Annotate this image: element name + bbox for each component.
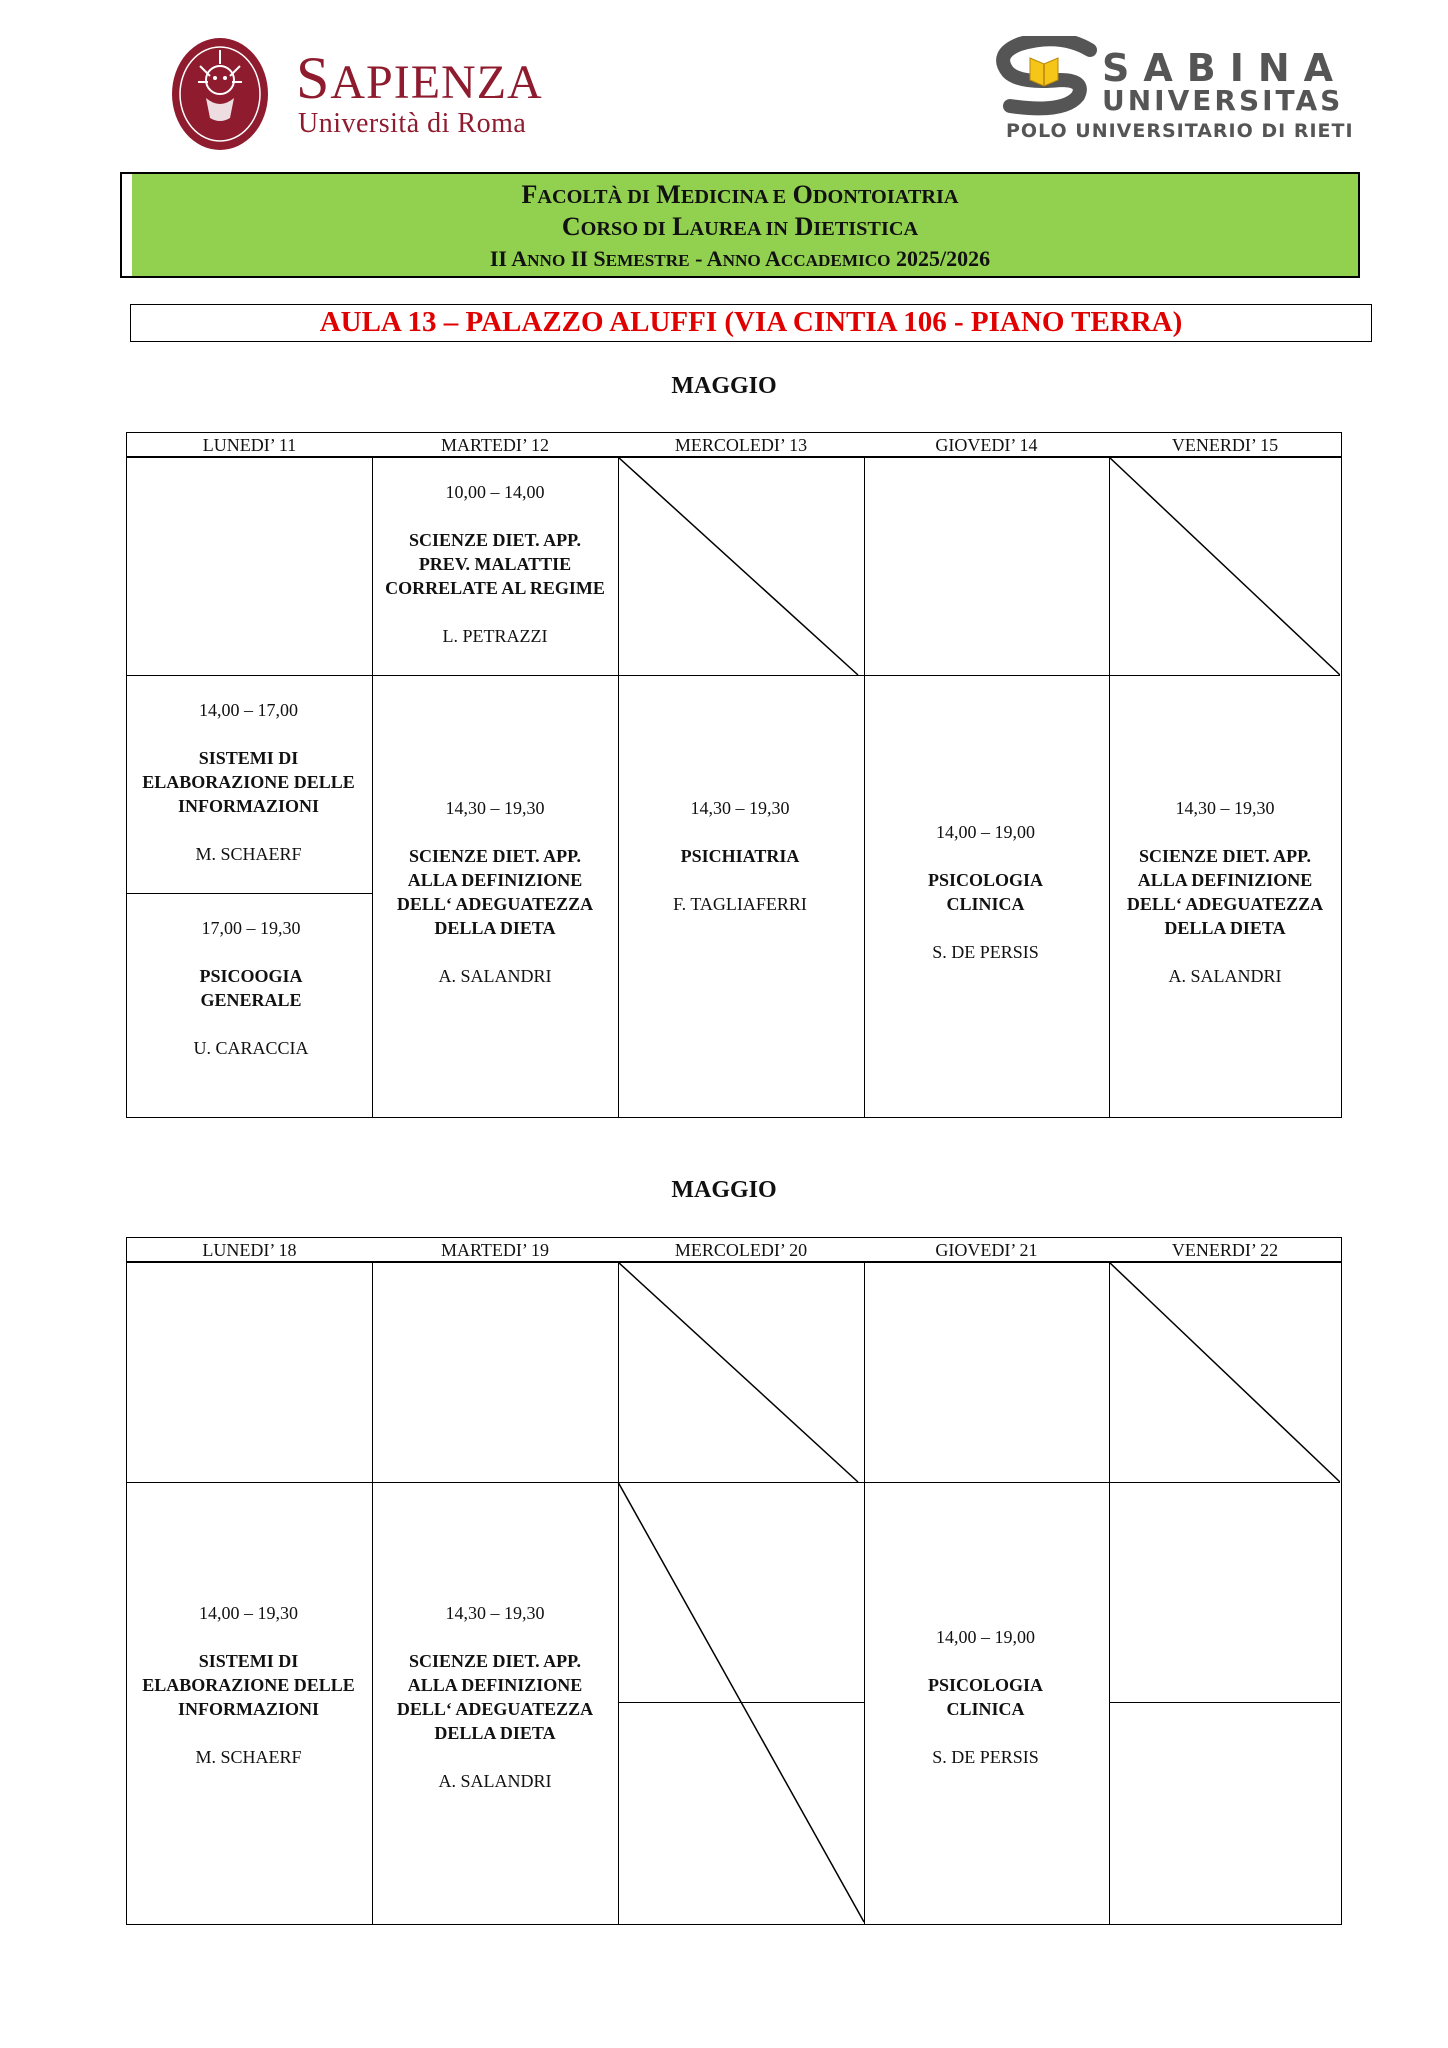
day-header: LUNEDI’ 11: [202, 435, 297, 455]
sapienza-seal-icon: [170, 36, 270, 152]
lesson-course: SCIENZE DIET. APP. ALLA DEFINIZIONE DELL‘ ADEGUATEZZA DELLA DIETA: [396, 1651, 594, 1743]
row-divider: [1109, 1702, 1340, 1703]
lesson-course: SCIENZE DIET. APP. PREV. MALATTIE CORRELATE AL REGIME: [385, 530, 605, 598]
lesson-cell: [863, 1625, 1108, 1769]
lesson-cell: [126, 1601, 371, 1769]
lesson-time: 14,00 – 19,00: [936, 1627, 1035, 1647]
room-label: AULA 13 – PALAZZO ALUFFI (VIA CINTIA 106 - PIANO TERRA): [130, 304, 1372, 342]
table-header-row: [126, 1237, 1342, 1263]
faculty-header: [120, 172, 1360, 278]
schedule-grid: [126, 1261, 1342, 1925]
lesson-professor: F. TAGLIAFERRI: [673, 894, 807, 914]
lesson-course: PSICOOGIA GENERALE: [199, 966, 303, 1010]
lesson-cell: [384, 480, 606, 648]
lesson-professor: M. SCHAERF: [195, 844, 302, 864]
course-title: CORSO DI LAUREA IN DIETISTICA: [561, 212, 919, 241]
lesson-course: SCIENZE DIET. APP. ALLA DEFINIZIONE DELL‘ ADEGUATEZZA DELLA DIETA: [396, 846, 594, 938]
lesson-cell: [166, 916, 336, 1060]
row-divider: [127, 1482, 1340, 1483]
sabina-subtitle: UNIVERSITAS: [1102, 84, 1344, 117]
day-header: VENERDI’ 22: [1171, 1240, 1279, 1260]
lesson-professor: A. SALANDRI: [438, 966, 552, 986]
lesson-cell: [863, 820, 1108, 964]
sabina-book-icon: [990, 36, 1100, 116]
slot-crossed-out: [618, 457, 858, 675]
lesson-cell: [384, 796, 606, 988]
day-header: MARTEDI’ 19: [440, 1240, 550, 1260]
lesson-time: 14,00 – 17,00: [199, 700, 298, 720]
lesson-time: 14,30 – 19,30: [690, 798, 790, 818]
sapienza-wordmark: SAPIENZA: [296, 45, 543, 111]
sabina-logo: [990, 36, 1354, 146]
day-header: LUNEDI’ 18: [202, 1240, 297, 1260]
lesson-professor: L. PETRAZZI: [442, 626, 548, 646]
slot-crossed-out: [618, 1262, 858, 1482]
slot-crossed-out: [1109, 1262, 1340, 1482]
row-divider: [127, 893, 372, 894]
month-title: MAGGIO: [671, 373, 777, 399]
week-table-1: [126, 432, 1342, 1118]
lesson-time: 14,30 – 19,30: [1175, 798, 1275, 818]
lesson-course: PSICOLOGIA CLINICA: [927, 870, 1044, 914]
month-title: MAGGIO: [671, 1177, 777, 1203]
sabina-tagline: POLO UNIVERSITARIO DI RIETI: [1006, 120, 1354, 142]
lesson-course: SCIENZE DIET. APP. ALLA DEFINIZIONE DELL‘ ADEGUATEZZA DELLA DIETA: [1126, 846, 1324, 938]
lesson-cell: [126, 698, 371, 866]
lesson-professor: A. SALANDRI: [1168, 966, 1282, 986]
lesson-professor: A. SALANDRI: [438, 1771, 552, 1791]
unavailable-marks: [127, 1262, 1340, 1924]
day-header: GIOVEDI’ 21: [935, 1240, 1038, 1260]
lesson-cell: [1120, 796, 1330, 988]
day-header: MARTEDI’ 12: [440, 435, 550, 455]
week-table-2: [126, 1237, 1342, 1925]
lesson-time: 14,30 – 19,30: [445, 798, 545, 818]
lesson-course: SISTEMI DI ELABORAZIONE DELLE INFORMAZIONI: [142, 748, 355, 816]
lesson-professor: S. DE PERSIS: [932, 1747, 1039, 1767]
lesson-time: 14,00 – 19,30: [199, 1603, 298, 1623]
lesson-time: 17,00 – 19,30: [201, 918, 301, 938]
day-header: MERCOLEDI’ 13: [674, 435, 808, 455]
lesson-cell: [617, 796, 863, 916]
lesson-professor: M. SCHAERF: [195, 1747, 302, 1767]
lesson-course: SISTEMI DI ELABORAZIONE DELLE INFORMAZIONI: [142, 1651, 355, 1719]
lesson-time: 14,00 – 19,00: [936, 822, 1035, 842]
slot-crossed-out: [1109, 457, 1340, 675]
lesson-professor: S. DE PERSIS: [932, 942, 1039, 962]
lesson-course: PSICHIATRIA: [680, 846, 800, 866]
day-header: MERCOLEDI’ 20: [674, 1240, 808, 1260]
lesson-professor: U. CARACCIA: [193, 1038, 309, 1058]
row-divider: [127, 675, 1340, 676]
sapienza-subtitle: Università di Roma: [298, 108, 527, 139]
sapienza-logo: [170, 36, 580, 154]
row-divider: [618, 1702, 864, 1703]
table-header-row: [126, 432, 1342, 458]
academic-year: II ANNO II SEMESTRE - ANNO ACCADEMICO 2025/2026: [489, 246, 991, 271]
lesson-course: PSICOLOGIA CLINICA: [927, 1675, 1044, 1719]
lesson-time: 14,30 – 19,30: [445, 1603, 545, 1623]
sabina-wordmark: SABINA: [1102, 46, 1348, 90]
faculty-title: FACOLTÀ DI MEDICINA E ODONTOIATRIA: [521, 180, 959, 209]
lesson-time: 10,00 – 14,00: [445, 482, 545, 502]
lesson-cell: [384, 1601, 606, 1793]
day-header: GIOVEDI’ 14: [935, 435, 1038, 455]
day-header: VENERDI’ 15: [1171, 435, 1279, 455]
